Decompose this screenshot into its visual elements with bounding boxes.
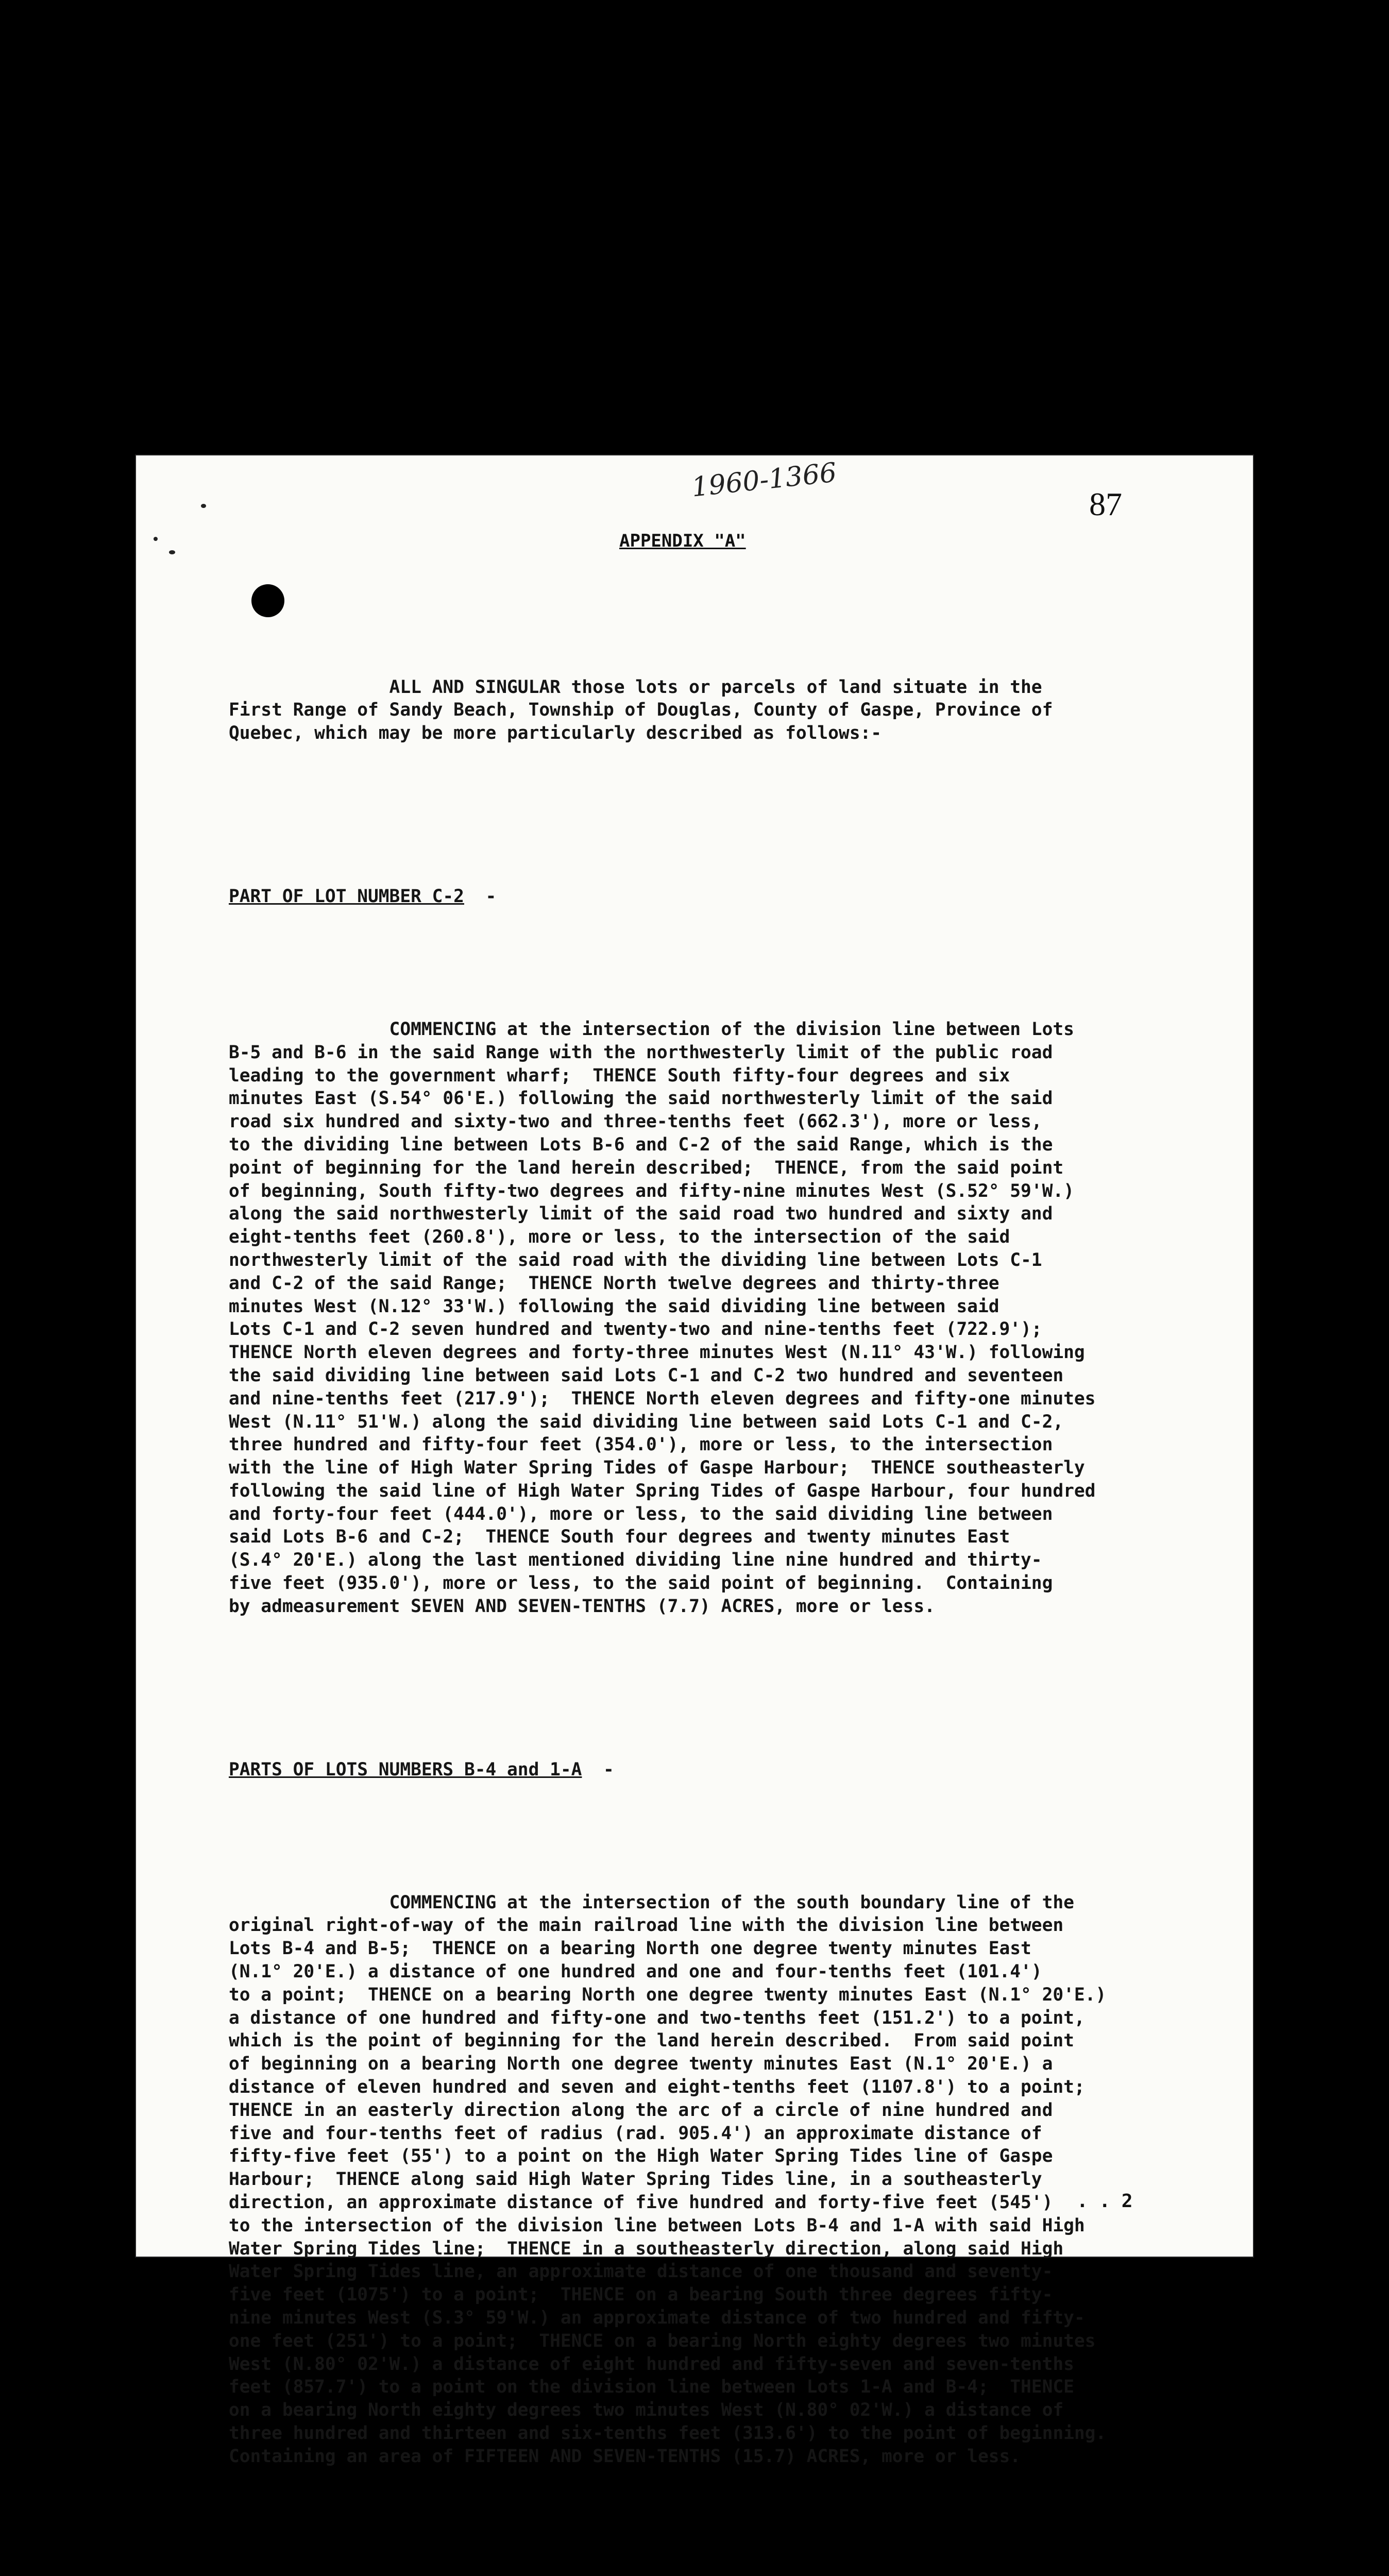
page-title: APPENDIX "A": [619, 531, 746, 551]
margin-speck: [201, 504, 206, 508]
section-heading: PART OF LOT NUMBER C-2: [229, 886, 464, 907]
section-paragraph: COMMENCING at the intersection of the division line between Lots B-5 and B-6 in the said Range with the northwesterly limit of the public road leading to the government wharf; THENCE South fifty-four degrees and six minutes East (S.54° 06'E.) following the said northwesterly limit of the said road six hundred and sixty-two and three-tenths feet (662.3'), more or less, to the dividing line between Lots B-6 and C-2 of the said Range, which is the point of beginning for the land herein described; THENCE, from the said point of beginning, South fifty-two degrees and fifty-nine minutes West (S.52° 59'W.) along the said northwesterly limit of the said road two hundred and sixty and eight-tenths feet (260.8'), more or less, to the intersection of the said northwesterly limit of the said road with the dividing line between Lots C-1 and C-2 of the said Range; THENCE North twelve degrees and thirty-three minutes West (N.12° 33'W.) following the said dividing line between said Lots C-1 and C-2 seven hundred and twenty-two and nine-tenths feet (722.9'); THENCE North eleven degrees and forty-three minutes West (N.11° 43'W.) following the said dividing line between said Lots C-1 and C-2 two hundred and seventeen and nine-tenths feet (217.9'); THENCE North eleven degrees and fifty-one minutes West (N.11° 51'W.) along the said dividing line between said Lots C-1 and C-2, three hundred and fifty-four feet (354.0'), more or less, to the intersection with the line of High Water Spring Tides of Gaspe Harbour; THENCE southeasterly following the said line of High Water Spring Tides of Gaspe Harbour, four hundred and forty-four feet (444.0'), more or less, to the said dividing line between said Lots B-6 and C-2; THENCE South four degrees and twenty minutes East (S.4° 20'E.) along the last mentioned dividing line nine hundred and thirty- five feet (935.0'), more or less, to the said point of beginning. Containing by admeasurement SEVEN AND SEVEN-TENTHS (7.7) ACRES, more or less.: [229, 1019, 1096, 1617]
punch-hole-mark: [251, 584, 284, 617]
heading-dash: -: [464, 886, 497, 907]
handwritten-reference: 1960-1366: [690, 457, 838, 503]
continuation-marker: . . 2: [1077, 2191, 1133, 2212]
heading-dash: -: [582, 1759, 614, 1780]
page-number: 87: [1089, 486, 1122, 522]
margin-speck: [154, 537, 158, 541]
document-page: [135, 454, 1254, 2467]
document-body: [229, 630, 1197, 2576]
margin-speck: [169, 550, 175, 554]
section-paragraph: COMMENCING at the intersection of the south boundary line of the original right-of-way of the main railroad line with the division line between Lots B-4 and B-5; THENCE on a bearing North one degree twenty minutes East (N.1° 20'E.) a distance of one hundred and one and four-tenths feet (101.4') to a point; THENCE on a bearing North one degree twenty minutes East (N.1° 20'E.) a distance of one hundred and fifty-one and two-tenths feet (151.2') to a point, which is the point of beginning for the land herein described. From said point of beginning on a bearing North one degree twenty minutes East (N.1° 20'E.) a distance of eleven hundred and seven and eight-tenths feet (1107.8') to a point; THENCE in an easterly direction along the arc of a circle of nine hundred and five and four-tenths feet of radius (rad. 905.4') an approximate distance of fifty-five feet (55') to a point on the High Water Spring Tides line of Gaspe Harbour; THENCE along said High Water Spring Tides line, in a southeasterly direction, an approximate distance of five hundred and forty-five feet (545') to the intersection of the division line between Lots B-4 and 1-A with said High Water Spring Tides line; THENCE in a southeasterly direction, along said High Water Spring Tides line, an approximate distance of one thousand and seventy- five feet (1075') to a point; THENCE on a bearing South three degrees fifty- nine minutes West (S.3° 59'W.) an approximate distance of two hundred and fifty- one feet (251') to a point; THENCE on a bearing North eighty degrees two minutes West (N.80° 02'W.) a distance of eight hundred and fifty-seven and seven-tenths feet (857.7') to a point on the division line between Lots 1-A and B-4; THENCE on a bearing North eighty degrees two minutes West (N.80° 02'W.) a distance of three hundred and thirteen and six-tenths feet (313.6') to the point of beginning. Containing an area of FIFTEEN AND SEVEN-TENTHS (15.7) ACRES, more or less.: [229, 1892, 1107, 2467]
section-heading: PARTS OF LOTS NUMBERS B-4 and 1-A: [229, 1759, 582, 1780]
section-heading-row: [229, 885, 1197, 908]
intro-paragraph: ALL AND SINGULAR those lots or parcels of land situate in the First Range of Sandy Beach, Township of Douglas, County of Gaspe, Province of Quebec, which may be more particularly described as follows:-: [229, 676, 1053, 744]
section-heading-row: [229, 1758, 1197, 1782]
